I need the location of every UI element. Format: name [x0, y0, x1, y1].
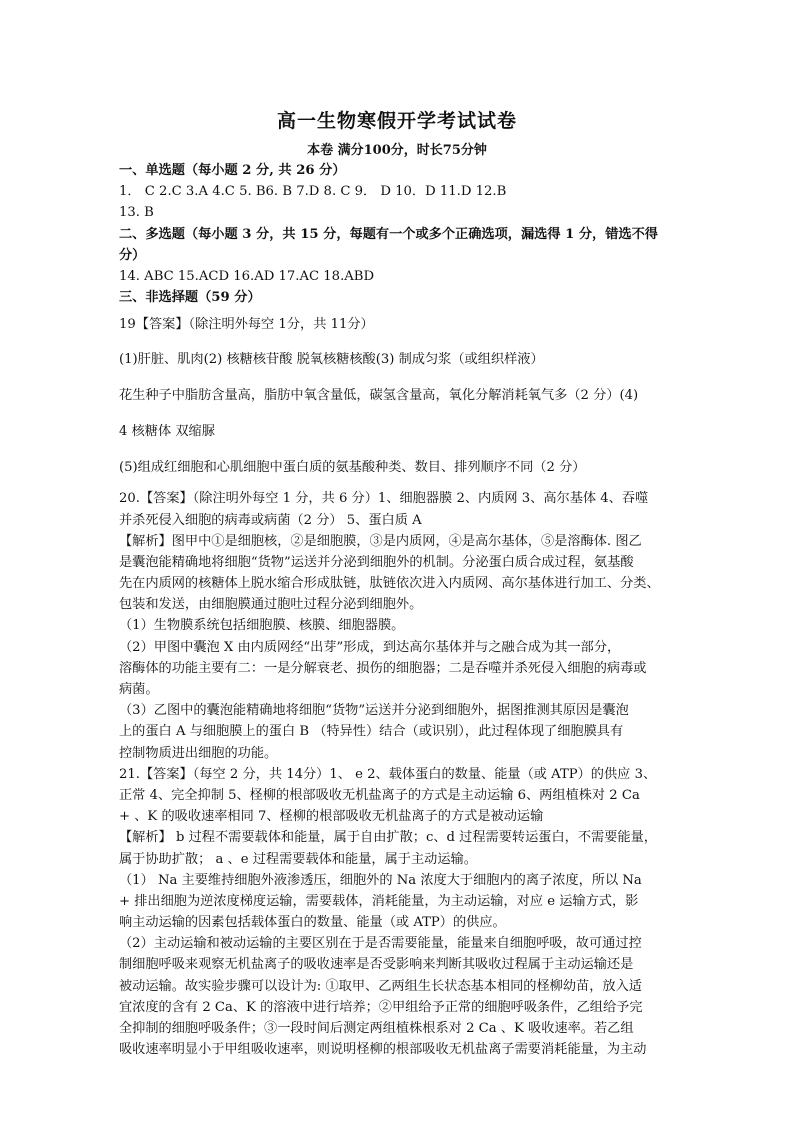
- q20-line5: 先在内质网的核糖体上脱水缩合形成肽链，肽链依次进入内质网、高尔基体进行加工、分类、: [119, 576, 660, 592]
- q19-line1: (1)肝脏、肌肉(2) 核糖核苷酸 脱氧核糖核酸(3) 制成匀浆（或组织样液）: [119, 352, 544, 368]
- q20-line9: 溶酶体的功能主要有二：一是分解衰老、损伤的细胞器；二是吞噬并杀死侵入细胞的病毒或: [119, 660, 647, 676]
- q21-line5: 属于协助扩散； a 、e 过程需要载体和能量，属于主动运输。: [119, 851, 477, 867]
- q20-line1: 20.【答案】（除注明外每空 1 分，共 6 分）1、细胞器膜 2、内质网 3、高尔基体 4、吞噬: [119, 491, 649, 507]
- q21-line13: 全抑制的细胞呼吸条件；③一段时间后测定两组植株根系对 2 Ca 、K 吸收速率。若乙组: [119, 1021, 634, 1036]
- section2-heading-line1: 二、多选题（每小题 3 分，共 15 分，每题有一个或多个正确选项，漏选得 1 分，错选不得: [119, 226, 658, 242]
- q19-line4: (5)组成红细胞和心肌细胞中蛋白质的氨基酸种类、数目、排列顺序不同（2 分）: [119, 460, 586, 476]
- q20-line12: 上的蛋白 A 与细胞膜上的蛋白 B （特异性）结合（或识别），此过程体现了细胞膜具有: [119, 724, 624, 740]
- q20-line2: 并杀死侵入细胞的病毒或病菌（2 分） 5、蛋白质 A: [119, 512, 422, 528]
- q21-line9: （2）主动运输和被动运输的主要区别在于是否需要能量，能量来自细胞呼吸，故可通过控: [119, 936, 642, 952]
- q21-line6: （1） Na 主要维持细胞外液渗透压，细胞外的 Na 浓度大于细胞内的离子浓度，所以 Na: [119, 872, 642, 888]
- q21-line11: 被动运输。故实验步骤可以设计为: ①取甲、乙两组生长状态基本相同的柽柳幼苗，放入适: [119, 978, 642, 994]
- q20-line7: （1）生物膜系统包括细胞膜、核膜、细胞器膜。: [119, 618, 405, 634]
- section2-answers: 14. ABC 15.ACD 16.AD 17.AC 18.ABD: [119, 268, 375, 284]
- q20-line11: （3）乙图中的囊泡能精确地将细胞“货物”运送并分泌到细胞外，据图推测其原因是囊泡: [119, 703, 629, 719]
- q19-header: 19【答案】（除注明外每空 1分，共 11分）: [119, 317, 374, 333]
- answer-content: [119, 160, 679, 1060]
- q21-line3: + 、K 的吸收速率相同 7、柽柳的根部吸收无机盐离子的方式是被动运输: [119, 809, 544, 825]
- q20-line8: （2）甲图中囊泡 X 由内质网经“出芽”形成，到达高尔基体并与之融合成为其一部分，: [119, 639, 621, 655]
- q20-line13: 控制物质进出细胞的功能。: [119, 745, 278, 761]
- q20-line10: 病菌。: [119, 682, 159, 697]
- page-title: 高一生物寒假开学考试试卷: [276, 110, 517, 132]
- q20-line4: 是囊泡能精确地将细胞“货物”运送并分泌到细胞外的机制。分泌蛋白质合成过程，氨基酸: [119, 554, 634, 570]
- section1-heading: 一、单选题（每小题 2 分, 共 26 分）: [119, 163, 346, 178]
- q21-line1: 21.【答案】（每空 2 分，共 14分）1、 e 2、载体蛋白的数量、能量（或 ATP）的供应 3、: [119, 766, 657, 782]
- q20-line3: 【解析】图甲中①是细胞核，②是细胞膜，③是内质网，④是高尔基体，⑤是溶酶体. 图乙: [119, 533, 642, 549]
- section1-answers-line2: 13. B: [119, 205, 154, 221]
- q21-line8: 响主动运输的因素包括载体蛋白的数量、能量（或 ATP）的供应。: [119, 915, 506, 931]
- q21-line10: 制细胞呼吸来观察无机盐离子的吸收速率是否受影响来判断其吸收过程属于主动运输还是: [119, 957, 634, 973]
- q19-line2: 花生种子中脂肪含量高，脂肪中氧含量低，碳氢含量高，氧化分解消耗氧气多（2 分）(4): [119, 388, 639, 404]
- q21-line4: 【解析】 b 过程不需要载体和能量，属于自由扩散；c、d 过程需要转运蛋白，不需要能量，: [119, 830, 657, 846]
- section3-heading: 三、非选择题（59 分）: [119, 290, 261, 306]
- section2-heading-line2: 分）: [119, 247, 146, 263]
- section1-answers-line1: 1． C 2.C 3.A 4.C 5. B6. B 7.D 8. C 9． D 10．D 11.D 12.B: [119, 184, 507, 200]
- page-subtitle: 本卷 满分100分，时长75分钟: [307, 143, 487, 158]
- q21-line2: 正常 4、完全抑制 5、柽柳的根部吸收无机盐离子的方式是主动运输 6、两组植株对 2 Ca: [119, 787, 640, 803]
- q19-line3: 4 核糖体 双缩脲: [119, 424, 215, 440]
- q21-line12: 宜浓度的含有 2 Ca、K 的溶液中进行培养；②甲组给予正常的细胞呼吸条件，乙组给予完: [119, 999, 643, 1015]
- q21-line14: 吸收速率明显小于甲组吸收速率，则说明柽柳的根部吸收无机盐离子需要消耗能量，为主动: [119, 1042, 647, 1058]
- q20-line6: 包装和发送，由细胞膜通过胞吐过程分泌到细胞外。: [119, 597, 423, 613]
- q21-line7: + 排出细胞为逆浓度梯度运输，需要载体，消耗能量，为主动运输，对应 e 运输方式，影: [119, 893, 639, 909]
